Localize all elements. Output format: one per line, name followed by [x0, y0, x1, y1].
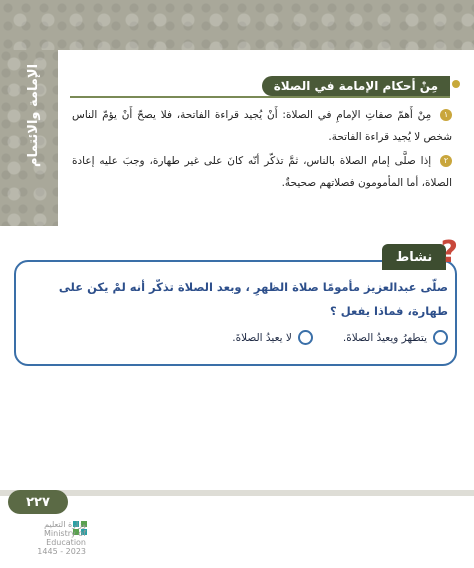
activity-tab [382, 244, 446, 270]
activity-options [232, 330, 448, 345]
option-2-radio[interactable] [298, 330, 313, 345]
activity-question-line-1: صلّى عبدالعزيز مأمومًا صلاة الظهرِ ، وبعد الصلاة تذكّر أنه لمْ يكن على [58, 280, 448, 294]
ministry-label [16, 520, 86, 556]
top-decorative-band [0, 0, 474, 50]
unit-side-title [22, 60, 46, 170]
activity-label: نشاط [395, 249, 433, 265]
ministry-name-en: Ministry of Education [44, 529, 86, 547]
option-1-label: يتطهرُ ويعيدُ الصلاةَ. [342, 331, 427, 344]
section-heading-text: مِنْ أحكام الإمامة في الصلاة [273, 79, 438, 93]
footer-band [0, 490, 474, 496]
option-1-radio[interactable] [433, 330, 448, 345]
activity-question-line-2: طهارة، فماذا يفعل ؟ [330, 304, 448, 318]
rule-number-1: ١ [440, 109, 452, 121]
rule-item-1 [72, 104, 452, 148]
ministry-year: 2023 - 1445 [37, 547, 86, 556]
rule-number-2: ٢ [440, 155, 452, 167]
ministry-name: وزارة التعليم [44, 520, 86, 529]
heading-bullet-icon [452, 80, 460, 88]
page-number: ٢٢٧ [26, 494, 50, 510]
section-heading [262, 76, 450, 96]
rule-text-1: مِنْ أَهمّ صفاتِ الإمامِ في الصلاة: أَنْ يُجيد قراءة الفاتحة، فلا يصحّ أَنْ يؤمّ الناس شخص لا يُجيد قراءة الفاتحة. [72, 109, 452, 143]
section-underline [70, 96, 450, 98]
question-mark-icon: ? [440, 235, 458, 270]
rule-text-2: إذا صلَّى إمام الصلاة بالناس، ثمَّ تذكّر أنّه كانَ على غير طهارة، وجبَ عليه إعادة الصلاة، أما المأمومون فصلاتهم صحيحةٌ. [72, 155, 452, 189]
page-number-badge [8, 490, 68, 514]
option-2-label: لا يعيدُ الصلاةَ. [232, 331, 292, 344]
unit-side-title-text: الإمامة والائتمام [26, 63, 42, 167]
rule-item-2 [72, 150, 452, 194]
